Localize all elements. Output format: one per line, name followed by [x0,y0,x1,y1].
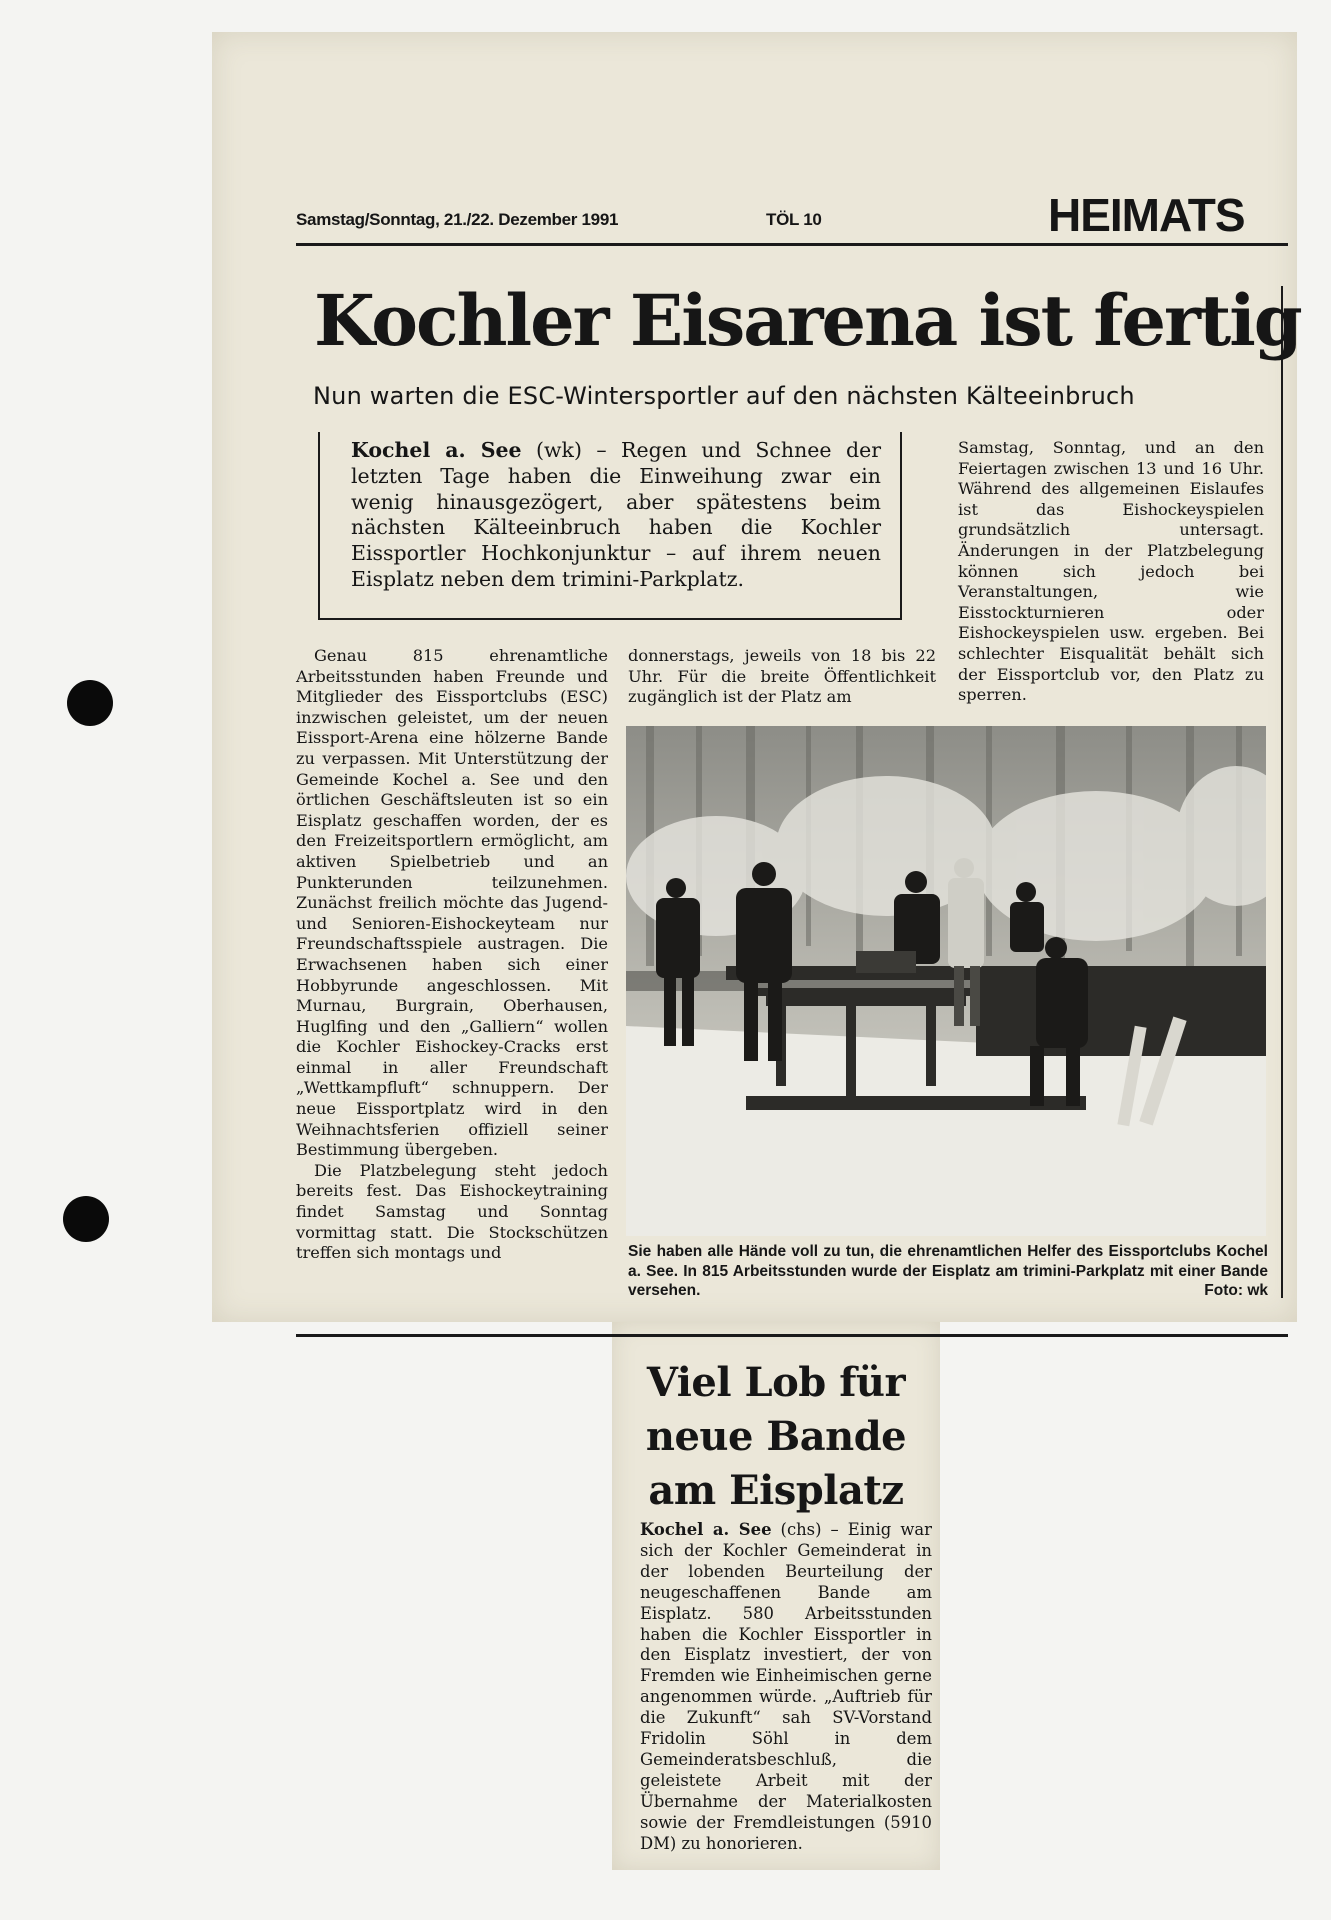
column-left-paragraph-2: Die Platzbelegung steht jedoch bereits fest. Das Eishockeytraining findet Samstag und Sonntag vormittag statt. Die Stockschützen treffen sich montags und [296,1160,608,1263]
article-bottom-rule [296,1334,1288,1337]
photo-credit: Foto: wk [1204,1282,1268,1299]
lead-dateline: Kochel a. See [351,438,522,462]
masthead-page-ref: TÖL 10 [766,210,822,229]
punch-hole-upper [67,680,113,726]
column-left [296,646,608,1264]
column-right-text: Samstag, Sonntag, und an den Feiertagen zwischen 13 und 16 Uhr. Während des allgemeinen Eislaufes ist das Eishockeyspielen grundsätzlich untersagt. Änderungen in der Platzbelegung können sich jedoch bei Veranstaltungen, wie Eisstockturnieren oder Eishockeyspielen usw. ergeben. Bei schlechter Eisqualität behält sich der Eissportclub vor, den Platz zu sperren. [958,438,1264,705]
small-article-headline: Viel Lob für neue Bande am Eisplatz [645,1359,907,1514]
headline: Kochler Eisarena ist fertig [314,279,1301,362]
edge-rule-right [1281,286,1283,1298]
column-middle-text: donnerstags, jeweils von 18 bis 22 Uhr. Für die breite Öffentlichkeit zugänglich ist der Platz am [628,646,936,707]
lead-body: (wk) – Regen und Schnee der letzten Tage haben die Einweihung zwar ein wenig hinausgezögert, aber spätestens beim nächsten Kälteeinbruch haben die Kochler Eissportler Hochkonjunktur – auf ihrem neuen Eisplatz neben dem trimini-Parkplatz. [351,438,881,591]
masthead-date: Samstag/Sonntag, 21./22. Dezember 1991 [296,210,619,229]
small-article-dateline: Kochel a. See [640,1520,772,1539]
lead-paragraph [351,438,881,593]
photo-caption [628,1242,1268,1301]
small-article-text: (chs) – Einig war sich der Kochler Gemeinderat in der lobenden Beurteilung der neugeschaffenen Bande am Eisplatz. 580 Arbeitsstunden haben die Kochler Eissportler in den Eisplatz investiert, der von Fremden wie Einheimischen gerne angenommen würde. „Auftrieb für die Zukunft“ sah SV-Vorstand Fridolin Söhl in dem Gemeinderatsbeschluß, die geleistete Arbeit mit der Übernahme der Materialkosten sowie der Fremdleistungen (5910 DM) zu honorieren. [640,1520,932,1853]
column-middle [628,646,936,708]
column-left-paragraph-1: Genau 815 ehrenamtliche Arbeitsstunden haben Freunde und Mitglieder des Eissportclubs (ESC) inzwischen geleistet, um der neuen Eissport-Arena eine hölzerne Bande zu verpassen. Mit Unterstützung der Gemeinde Kochel a. See und den örtlichen Geschäftsleuten ist so ein Eisplatz geschaffen worden, der es den Freizeitsportlern ermöglicht, am aktiven Spielbetrieb und an Punkterunden teilzunehmen. Zunächst freilich möchte das Jugend- und Senioren-Eishockeyteam nur Freundschaftsspiele austragen. Die Erwachsenen haben sich einer Hobbyrunde angeschlossen. Mit Murnau, Burgrain, Oberhausen, Huglfing und den „Galliern“ wollen die Kochler Eishockey-Cracks erst einmal in aller Freundschaft „Wettkampfluft“ schnuppern. Der neue Eissportplatz wird in den Weihnachtsferien offiziell seiner Bestimmung übergeben. [296,646,608,1160]
masthead-rule [296,243,1288,246]
photo-caption-text: Sie haben alle Hände voll zu tun, die ehrenamtlichen Helfer des Eissportclubs Kochel a. See. In 815 Arbeitsstunden wurde der Eisplatz am trimini-Parkplatz mit einer Bande versehen. [628,1243,1268,1299]
punch-hole-lower [63,1196,109,1242]
subheadline: Nun warten die ESC-Wintersportler auf den nächsten Kälteeinbruch [313,382,1135,410]
masthead-section: HEIMATS [1048,189,1245,240]
column-right [958,438,1264,706]
photo-ice-rink-helpers [626,726,1266,1236]
small-article-body [640,1520,932,1855]
